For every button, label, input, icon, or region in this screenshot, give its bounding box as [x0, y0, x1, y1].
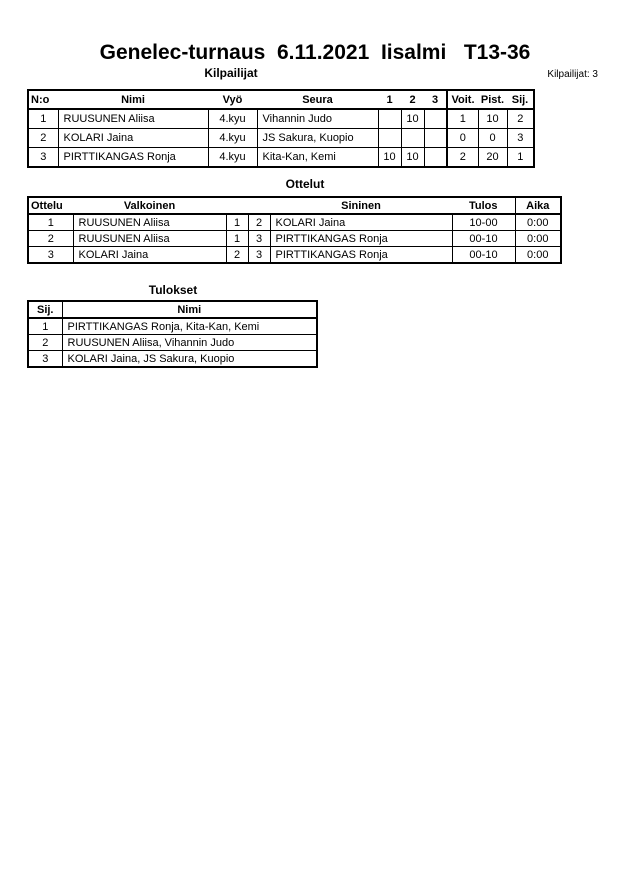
results-header-nimi: Nimi	[62, 301, 317, 318]
match-white-name: RUUSUNEN Aliisa	[73, 231, 226, 247]
results-table	[27, 300, 318, 368]
competitors-header-voit: Voit.	[447, 90, 478, 109]
competitor-points: 20	[478, 148, 507, 168]
competitor-round3	[424, 129, 447, 148]
match-time: 0:00	[515, 214, 561, 231]
competitor-club: Vihannin Judo	[257, 109, 378, 129]
competitor-row	[28, 129, 534, 148]
result-rank: 2	[28, 335, 62, 351]
competitor-round3	[424, 109, 447, 129]
match-result: 00-10	[452, 231, 515, 247]
match-result: 00-10	[452, 247, 515, 264]
competitor-no: 2	[28, 129, 58, 148]
competitor-round1	[378, 109, 401, 129]
competitor-round2	[401, 129, 424, 148]
matches-header-ottelu: Ottelu	[28, 197, 73, 214]
match-white-no: 1	[226, 231, 248, 247]
match-blue-name: KOLARI Jaina	[270, 214, 452, 231]
competitors-header-row	[28, 90, 534, 109]
competitor-row	[28, 109, 534, 129]
result-row	[28, 351, 317, 368]
match-row	[28, 214, 561, 231]
competitor-wins: 0	[447, 129, 478, 148]
competitors-header-no: N:o	[28, 90, 58, 109]
competitor-rank: 1	[507, 148, 534, 168]
competitor-points: 0	[478, 129, 507, 148]
competitor-rank: 2	[507, 109, 534, 129]
competitor-belt: 4.kyu	[208, 109, 257, 129]
match-no: 1	[28, 214, 73, 231]
result-rank: 3	[28, 351, 62, 368]
competitor-round3	[424, 148, 447, 168]
competitors-header-round3: 3	[424, 90, 447, 109]
matches-header-aika: Aika	[515, 197, 561, 214]
match-white-no: 1	[226, 214, 248, 231]
competitor-count-label: Kilpailijat: 3	[547, 69, 598, 80]
result-name: RUUSUNEN Aliisa, Vihannin Judo	[62, 335, 317, 351]
matches-header-sininen: Sininen	[270, 197, 452, 214]
competitor-club: JS Sakura, Kuopio	[257, 129, 378, 148]
match-blue-name: PIRTTIKANGAS Ronja	[270, 247, 452, 264]
match-no: 3	[28, 247, 73, 264]
competitor-wins: 1	[447, 109, 478, 129]
match-blue-name: PIRTTIKANGAS Ronja	[270, 231, 452, 247]
competitor-belt: 4.kyu	[208, 129, 257, 148]
competitors-section-title: Kilpailijat	[204, 66, 258, 80]
matches-header-spacer1	[226, 197, 248, 214]
competitors-header-sij: Sij.	[507, 90, 534, 109]
competitor-name: RUUSUNEN Aliisa	[58, 109, 208, 129]
match-row	[28, 247, 561, 264]
competitors-header-pist: Pist.	[478, 90, 507, 109]
match-blue-no: 3	[248, 231, 270, 247]
match-result: 10-00	[452, 214, 515, 231]
results-header-sij: Sij.	[28, 301, 62, 318]
competitor-round2: 10	[401, 148, 424, 168]
competitor-points: 10	[478, 109, 507, 129]
result-name: KOLARI Jaina, JS Sakura, Kuopio	[62, 351, 317, 368]
competitors-header-vyo: Vyö	[208, 90, 257, 109]
competitor-round1	[378, 129, 401, 148]
match-white-name: KOLARI Jaina	[73, 247, 226, 264]
competitor-no: 3	[28, 148, 58, 168]
match-white-no: 2	[226, 247, 248, 264]
match-blue-no: 2	[248, 214, 270, 231]
competitor-round2: 10	[401, 109, 424, 129]
matches-header-valkoinen: Valkoinen	[73, 197, 226, 214]
competitor-round1: 10	[378, 148, 401, 168]
result-name: PIRTTIKANGAS Ronja, Kita-Kan, Kemi	[62, 318, 317, 335]
competitor-rank: 3	[507, 129, 534, 148]
matches-table	[27, 196, 562, 264]
result-row	[28, 335, 317, 351]
competitors-header-round1: 1	[378, 90, 401, 109]
result-row	[28, 318, 317, 335]
competitor-no: 1	[28, 109, 58, 129]
match-row	[28, 231, 561, 247]
page-title: Genelec-turnaus 6.11.2021 Iisalmi T13-36	[99, 41, 531, 64]
result-rank: 1	[28, 318, 62, 335]
match-blue-no: 3	[248, 247, 270, 264]
results-section-title: Tulokset	[148, 283, 198, 297]
competitor-name: PIRTTIKANGAS Ronja	[58, 148, 208, 168]
competitors-header-nimi: Nimi	[58, 90, 208, 109]
competitors-table	[27, 89, 535, 168]
matches-header-tulos: Tulos	[452, 197, 515, 214]
competitor-row	[28, 148, 534, 168]
match-time: 0:00	[515, 247, 561, 264]
competitor-club: Kita-Kan, Kemi	[257, 148, 378, 168]
competitor-belt: 4.kyu	[208, 148, 257, 168]
match-no: 2	[28, 231, 73, 247]
competitors-header-round2: 2	[401, 90, 424, 109]
competitor-wins: 2	[447, 148, 478, 168]
match-white-name: RUUSUNEN Aliisa	[73, 214, 226, 231]
match-time: 0:00	[515, 231, 561, 247]
results-header-row	[28, 301, 317, 318]
matches-section-title: Ottelut	[285, 177, 325, 191]
competitor-name: KOLARI Jaina	[58, 129, 208, 148]
matches-header-spacer2	[248, 197, 270, 214]
matches-header-row	[28, 197, 561, 214]
competitors-header-seura: Seura	[257, 90, 378, 109]
